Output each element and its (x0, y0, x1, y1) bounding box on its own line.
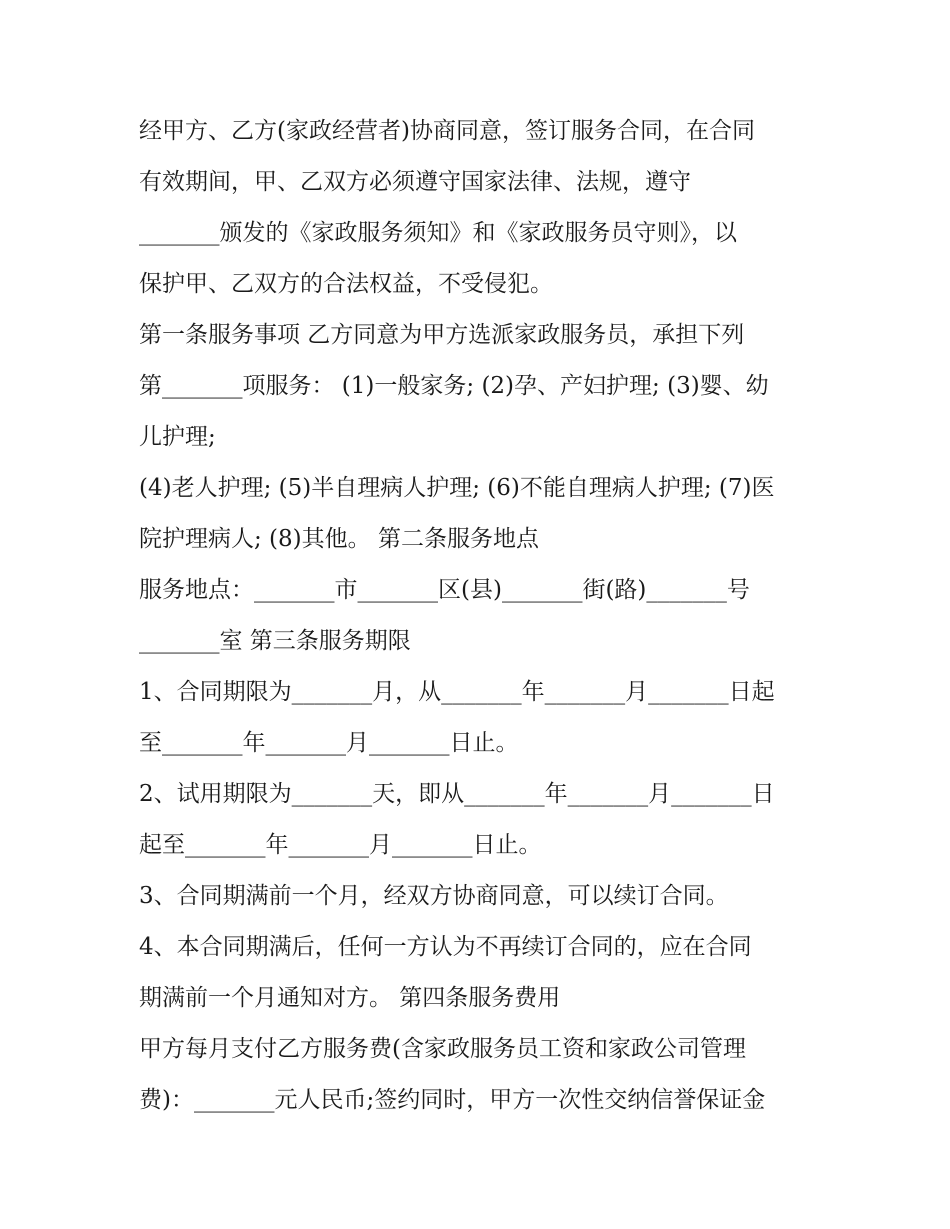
text-line: 儿护理; (139, 424, 216, 450)
text-line: 甲方每月支付乙方服务费(含家政服务员工资和家政公司管理 (139, 1036, 746, 1062)
text-line: 第一条服务事项 乙方同意为甲方选派家政服务员，承担下列 (139, 322, 745, 348)
text-line: 至_______年_______月_______日止。 (139, 730, 519, 756)
text-line: 期满前一个月通知对方。 第四条服务费用 (139, 985, 561, 1011)
text-line: 起至_______年_______月_______日止。 (139, 832, 542, 858)
text-line: 3、合同期满前一个月，经双方协商同意，可以续订合同。 (139, 883, 729, 909)
text-line: 院护理病人; (8)其他。 第二条服务地点 (139, 526, 539, 552)
text-line: 2、试用期限为_______天，即从_______年_______月_______日 (139, 781, 775, 807)
text-line: 有效期间，甲、乙双方必须遵守国家法律、法规，遵守 (139, 169, 691, 195)
text-line: 费)：_______元人民币;签约同时，甲方一次性交纳信誉保证金 (139, 1087, 766, 1113)
text-line: 4、本合同期满后，任何一方认为不再续订合同的，应在合同 (139, 934, 752, 960)
text-line: 服务地点：_______市_______区(县)_______街(路)_______号 (139, 577, 750, 603)
text-line: 第_______项服务： (1)一般家务; (2)孕、产妇护理; (3)婴、幼 (139, 373, 769, 399)
text-line: _______颁发的《家政服务须知》和《家政服务员守则》，以 (139, 220, 737, 246)
text-line: _______室 第三条服务期限 (139, 628, 411, 654)
text-line: 经甲方、乙方(家政经营者)协商同意，签订服务合同，在合同 (139, 118, 755, 144)
text-line: 保护甲、乙双方的合法权益，不受侵犯。 (139, 271, 553, 297)
contract-body-text (139, 106, 829, 1126)
text-line: (4)老人护理; (5)半自理病人护理; (6)不能自理病人护理; (7)医 (139, 475, 775, 501)
text-line: 1、合同期限为_______月，从_______年_______月_______日起 (139, 679, 775, 705)
